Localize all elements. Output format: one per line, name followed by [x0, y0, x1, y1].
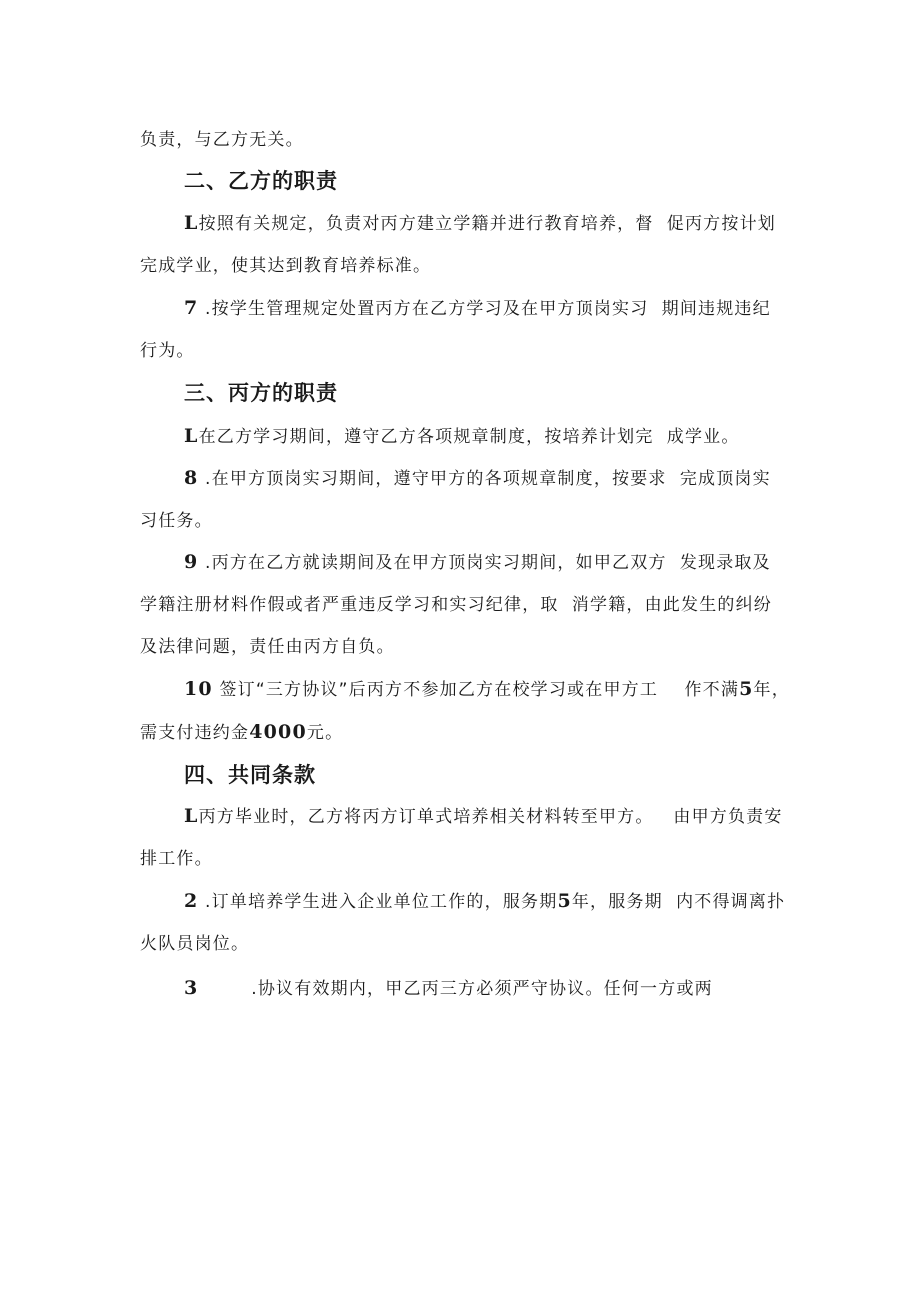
section-heading-common-terms: [184, 762, 316, 788]
item-number: 9: [184, 551, 199, 573]
section-heading-party-c: [184, 380, 338, 406]
text: .协议有效期内，甲乙丙三方必须严守协议。任何一方或两: [198, 979, 713, 999]
item-number: 10: [184, 678, 213, 700]
item-number: L: [184, 425, 199, 447]
text: 完成学业，使其达到教育培养标准。: [140, 256, 432, 276]
paragraph-line: [184, 467, 771, 490]
text: 行为。: [140, 341, 195, 361]
text: 按照有关规定，负责对丙方建立学籍并进行教育培养，督 促丙方按计划: [198, 214, 776, 234]
paragraph-line: [184, 212, 776, 235]
heading-text: 二、乙方的职责: [184, 169, 338, 193]
item-number: 8: [184, 467, 199, 489]
paragraph-line: [184, 551, 771, 574]
text: 需支付违约金: [140, 723, 250, 743]
text: 及法律问题，责任由丙方自负。: [140, 637, 395, 657]
heading-text: 四、共同条款: [184, 763, 316, 787]
text: .按学生管理规定处置丙方在乙方学习及在甲方顶岗实习 期间违规违纪: [198, 299, 771, 319]
paragraph-line: [140, 721, 343, 744]
paragraph-line: [140, 848, 213, 870]
text: .在甲方顶岗实习期间，遵守甲方的各项规章制度，按要求 完成顶岗实: [198, 469, 771, 489]
item-number: 2: [184, 890, 199, 912]
text: 排工作。: [140, 849, 213, 869]
paragraph-line: [140, 933, 249, 955]
text: 年，服务期 内不得调离扑: [571, 892, 786, 912]
text: .丙方在乙方就读期间及在甲方顶岗实习期间，如甲乙双方 发现录取及: [198, 553, 771, 573]
paragraph-line: [184, 977, 713, 1000]
number: 5: [557, 890, 572, 912]
text: 元。: [306, 723, 344, 743]
number: 4000: [249, 721, 307, 743]
section-heading-party-b: [184, 168, 338, 194]
paragraph-line: [140, 255, 431, 277]
text: 习任务。: [140, 511, 213, 531]
text: 在乙方学习期间，遵守乙方各项规章制度，按培养计划完 成学业。: [198, 427, 740, 447]
paragraph-line: [140, 636, 395, 658]
text: .订单培养学生进入企业单位工作的，服务期: [198, 892, 558, 912]
number: 5: [739, 678, 754, 700]
text: 负责，与乙方无关。: [140, 130, 304, 150]
paragraph-line: [140, 129, 304, 151]
item-number: 3: [184, 977, 199, 999]
paragraph-line: [184, 805, 783, 828]
text: 年，: [753, 680, 790, 700]
paragraph-line: [140, 510, 213, 532]
paragraph-line: [184, 297, 771, 320]
text: 丙方毕业时，乙方将丙方订单式培养相关材料转至甲方。 由甲方负责安: [198, 807, 783, 827]
paragraph-line: [184, 890, 785, 913]
paragraph-line: [184, 678, 790, 701]
heading-text: 三、丙方的职责: [184, 381, 338, 405]
text: 学籍注册材料作假或者严重违反学习和实习纪律，取 消学籍，由此发生的纠纷: [140, 595, 773, 615]
text: 火队员岗位。: [140, 934, 250, 954]
paragraph-line: [140, 594, 772, 616]
text: 签订“三方协议”后丙方不参加乙方在校学习或在甲方工 作不满: [212, 680, 740, 700]
paragraph-line: [140, 340, 195, 362]
item-number: L: [184, 805, 199, 827]
item-number: L: [184, 212, 199, 234]
item-number: 7: [184, 297, 199, 319]
paragraph-line: [184, 425, 740, 448]
